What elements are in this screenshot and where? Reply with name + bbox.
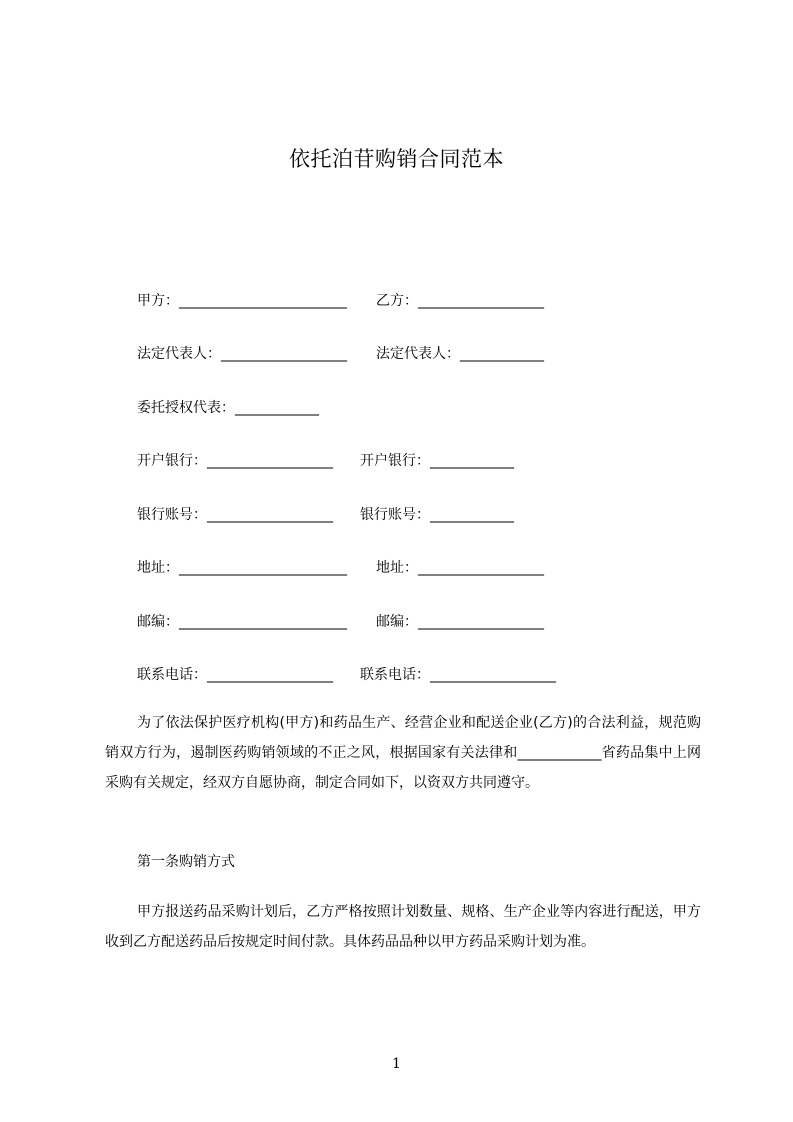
intro-paragraph: 为了依法保护医疗机构(甲方)和药品生产、经营企业和配送企业(乙方)的合法利益，规范购销双方行为，遏制医药购销领域的不正之风，根据国家有关法律和____________省药品集中上网采购有关规定，经双方自愿协商，制定合同如下，以资双方共同遵守。 [105,715,701,791]
field-phone-b: 联系电话：__________________ [360,667,556,683]
field-address-b: 地址：__________________ [376,560,544,576]
field-legal-rep-a: 法定代表人：__________________ [137,346,347,362]
article1-body: 甲方报送药品采购计划后，乙方严格按照计划数量、规格、生产企业等内容进行配送，甲方收到乙方配送药品后按规定时间付款。具体药品品种以甲方药品采购计划为准。 [105,904,701,950]
field-party-b: 乙方：__________________ [376,293,544,309]
field-bank-b: 开户银行：____________ [360,453,514,469]
page-number: 1 [392,1056,401,1072]
field-phone-a: 联系电话：__________________ [137,667,333,683]
field-authorized-rep: 委托授权代表：____________ [137,400,319,416]
document-title: 依托泊苷购销合同范本 [289,147,504,171]
field-legal-rep-b: 法定代表人：____________ [376,346,544,362]
field-party-a: 甲方：________________________ [137,293,347,309]
field-account-b: 银行账号：____________ [360,507,514,523]
field-postcode-a: 邮编：________________________ [137,614,347,630]
field-account-a: 银行账号：__________________ [137,507,333,523]
field-postcode-b: 邮编：__________________ [376,614,544,630]
field-address-a: 地址：________________________ [137,560,347,576]
field-bank-a: 开户银行：__________________ [137,453,333,469]
article1-heading: 第一条购销方式 [137,854,235,870]
